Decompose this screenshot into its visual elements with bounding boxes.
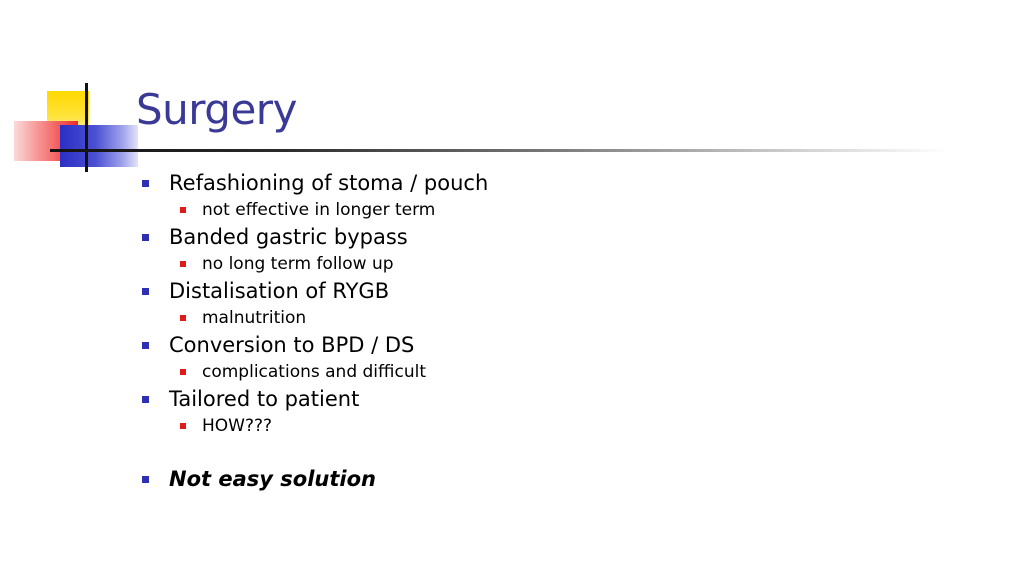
- bullet-item: [140, 385, 940, 413]
- square-bullet-icon: [142, 288, 149, 295]
- sub-bullet-text: no long term follow up: [202, 254, 394, 274]
- square-bullet-icon: [142, 234, 149, 241]
- square-bullet-icon: [180, 315, 186, 321]
- square-bullet-icon: [142, 342, 149, 349]
- sub-bullet-text: malnutrition: [202, 308, 307, 328]
- bullet-text: Banded gastric bypass: [169, 225, 408, 249]
- slide-title: Surgery: [136, 85, 297, 134]
- sub-bullet-item: [140, 413, 940, 439]
- square-bullet-icon: [142, 396, 149, 403]
- square-bullet-icon: [142, 180, 149, 187]
- sub-bullet-item: [140, 251, 940, 277]
- bullet-item: [140, 331, 940, 359]
- title-underline: [50, 149, 950, 152]
- sub-bullet-item: [140, 305, 940, 331]
- bullet-text: Conversion to BPD / DS: [169, 333, 415, 357]
- bullet-list: [140, 169, 940, 493]
- sub-bullet-item: [140, 359, 940, 385]
- bullet-item: [140, 277, 940, 305]
- bullet-text: Distalisation of RYGB: [169, 279, 390, 303]
- bullet-item: [140, 169, 940, 197]
- square-bullet-icon: [180, 369, 186, 375]
- square-bullet-icon: [142, 476, 149, 483]
- bullet-text: Tailored to patient: [169, 387, 360, 411]
- conclusion-text: Not easy solution: [169, 467, 376, 491]
- square-bullet-icon: [180, 207, 186, 213]
- decor-blue-square: [60, 125, 138, 167]
- sub-bullet-text: not effective in longer term: [202, 200, 436, 220]
- decor-vertical-line: [85, 83, 88, 172]
- sub-bullet-item: [140, 197, 940, 223]
- square-bullet-icon: [180, 423, 186, 429]
- bullet-item: [140, 223, 940, 251]
- sub-bullet-text: HOW???: [202, 416, 273, 436]
- sub-bullet-text: complications and difficult: [202, 362, 426, 382]
- bullet-text: Refashioning of stoma / pouch: [169, 171, 489, 195]
- square-bullet-icon: [180, 261, 186, 267]
- conclusion-item: [140, 465, 940, 493]
